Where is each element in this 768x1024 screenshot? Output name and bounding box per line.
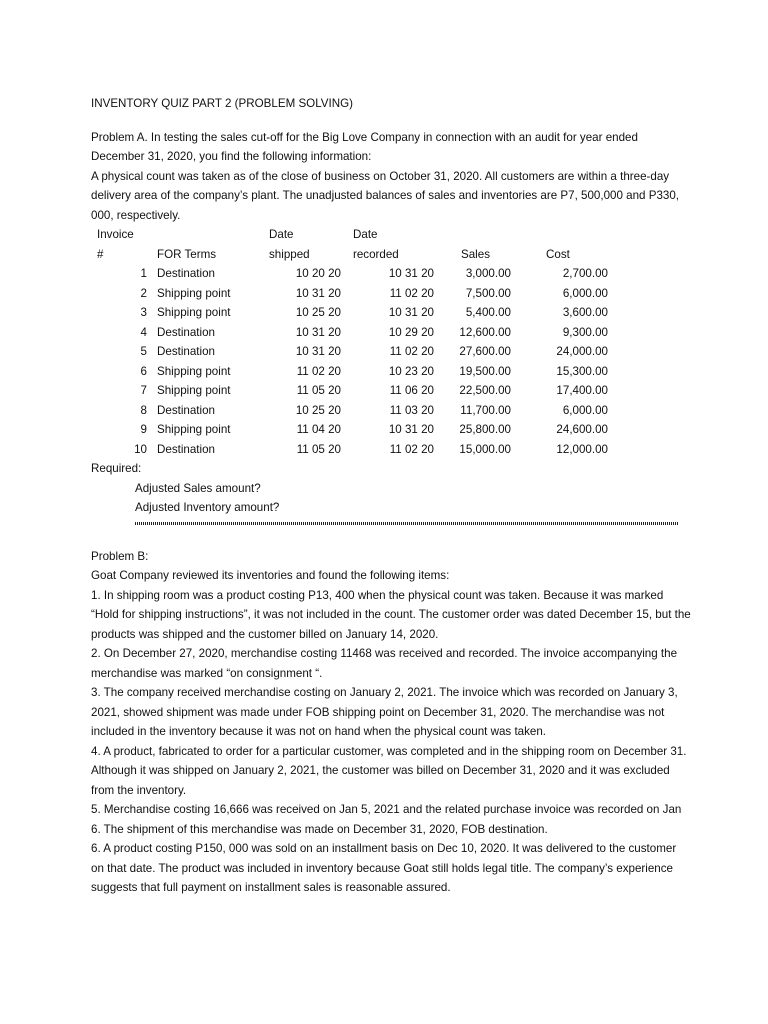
date-shipped: 11 02 20 (296, 364, 341, 378)
cost-amount: 2,700.00 (562, 267, 608, 280)
for-terms: Shipping point (157, 306, 231, 319)
cost-amount: 15,300.00 (556, 364, 608, 378)
date-recorded: 10 23 20 (388, 364, 434, 378)
date-recorded: 10 31 20 (388, 267, 434, 280)
sales-amount: 19,500.00 (459, 364, 511, 378)
table-row (91, 420, 691, 440)
header-invoice: Invoice (97, 228, 134, 241)
date-recorded: 10 31 20 (388, 423, 434, 436)
document-page (91, 94, 691, 898)
for-terms: Destination (157, 442, 216, 456)
question-inventory: Adjusted Inventory amount? (135, 501, 280, 514)
for-terms: Shipping point (157, 384, 231, 397)
problem-b-heading: Problem B: (91, 549, 149, 563)
date-shipped: 11 05 20 (296, 384, 341, 397)
invoice-number: 8 (140, 403, 147, 417)
date-recorded: 11 02 20 (389, 286, 434, 300)
date-shipped: 10 31 20 (295, 325, 341, 339)
sales-amount: 25,800.00 (459, 423, 511, 436)
problem-b-item: 6. A product costing P150, 000 was sold on an installment basis on Dec 10, 2020. It was delivered to the customer on that date. The product was included in inventory because Goat still holds legal title. The company’s experience suggests that full payment on installment sales is reasonable assured. (91, 842, 677, 894)
header-date-recorded-1: Date (353, 228, 378, 241)
header-for-terms: FOR Terms (157, 247, 217, 261)
invoice-number: 6 (140, 364, 147, 378)
table-row (91, 362, 691, 382)
invoice-table (91, 264, 691, 459)
for-terms: Destination (157, 345, 216, 358)
table-row (91, 342, 691, 362)
dotted-divider (135, 522, 679, 525)
required-label: Required: (91, 462, 142, 475)
problem-a-context: A physical count was taken as of the close of business on October 31, 2020. All customers are within a three-day delivery area of the company’s plant. The unadjusted balances of sales and inventories are P7, 500,000 and P330, 000, respectively. (91, 169, 680, 222)
table-row (91, 284, 691, 304)
cost-amount: 12,000.00 (556, 442, 608, 456)
date-shipped: 10 25 20 (295, 403, 341, 417)
sales-amount: 27,600.00 (459, 345, 511, 358)
invoice-number: 4 (140, 325, 147, 339)
for-terms: Shipping point (157, 423, 231, 436)
table-row (91, 264, 691, 284)
sales-amount: 12,600.00 (459, 325, 511, 339)
date-shipped: 11 05 20 (296, 442, 341, 456)
header-date-shipped-2: shipped (269, 247, 310, 261)
problem-b-item: 1. In shipping room was a product costing P13, 400 when the physical count was taken. Because it was marked “Hold for shipping instructions”, it was not included in the count. The customer order was dated December 15, but the products was shipped and the customer billed on January 14, 2020. (91, 588, 691, 641)
for-terms: Shipping point (157, 286, 231, 300)
sales-amount: 11,700.00 (460, 403, 511, 417)
date-recorded: 10 31 20 (388, 306, 434, 319)
sales-amount: 3,000.00 (465, 267, 511, 280)
header-hash: # (97, 247, 104, 261)
header-date-shipped-1: Date (269, 228, 294, 241)
problem-a-intro: Problem A. In testing the sales cut-off for the Big Love Company in connection with an audit for year ended December 31, 2020, you find the following information: (91, 130, 638, 163)
invoice-number: 2 (140, 286, 147, 300)
table-row (91, 381, 691, 401)
table-row (91, 323, 691, 343)
table-row (91, 440, 691, 460)
date-recorded: 11 03 20 (389, 403, 434, 417)
date-recorded: 11 02 20 (389, 345, 434, 358)
for-terms: Shipping point (157, 364, 231, 378)
problem-b-item: 2. On December 27, 2020, merchandise costing 11468 was received and recorded. The invoice accompanying the merchandise was marked “on consignment “. (91, 647, 678, 680)
date-shipped: 10 31 20 (295, 345, 341, 358)
invoice-number: 5 (140, 345, 147, 358)
date-shipped: 10 20 20 (295, 267, 341, 280)
problem-b (91, 547, 691, 898)
problem-b-intro: Goat Company reviewed its inventories and found the following items: (91, 569, 450, 582)
invoice-number: 10 (134, 442, 147, 456)
cost-amount: 17,400.00 (556, 384, 608, 397)
invoice-number: 7 (140, 384, 147, 397)
invoice-number: 1 (140, 267, 147, 280)
cost-amount: 9,300.00 (562, 325, 608, 339)
question-sales: Adjusted Sales amount? (135, 481, 261, 495)
invoice-number: 3 (140, 306, 147, 319)
problem-b-item: 4. A product, fabricated to order for a particular customer, was completed and in the shipping room on December 31. Although it was shipped on January 2, 2021, the customer was billed on December 31, 2020 and it was excluded from the inventory. (91, 744, 687, 797)
date-recorded: 10 29 20 (388, 325, 434, 339)
table-header (91, 225, 691, 264)
date-shipped: 10 31 20 (295, 286, 341, 300)
for-terms: Destination (157, 325, 216, 339)
header-cost: Cost (546, 247, 570, 261)
cost-amount: 3,600.00 (562, 306, 608, 319)
header-sales: Sales (461, 247, 491, 261)
date-recorded: 11 06 20 (389, 384, 434, 397)
sales-amount: 7,500.00 (465, 286, 511, 300)
cost-amount: 24,600.00 (556, 423, 608, 436)
cost-amount: 6,000.00 (562, 403, 608, 417)
document-title: INVENTORY QUIZ PART 2 (PROBLEM SOLVING) (91, 97, 353, 110)
table-row (91, 303, 691, 323)
sales-amount: 5,400.00 (465, 306, 511, 319)
date-shipped: 10 25 20 (295, 306, 341, 319)
header-date-recorded-2: recorded (353, 247, 399, 261)
problem-b-item: 3. The company received merchandise costing on January 2, 2021. The invoice which was recorded on January 3, 2021, showed shipment was made under FOB shipping point on December 31, 2020. The merchandise was not included in the inventory because it was not on hand when the physical count was taken. (91, 686, 678, 738)
for-terms: Destination (157, 403, 216, 417)
date-shipped: 11 04 20 (296, 423, 341, 436)
invoice-number: 9 (140, 423, 147, 436)
cost-amount: 6,000.00 (562, 286, 608, 300)
sales-amount: 22,500.00 (459, 384, 511, 397)
sales-amount: 15,000.00 (459, 442, 511, 456)
problem-b-item: 5. Merchandise costing 16,666 was received on Jan 5, 2021 and the related purchase invoice was recorded on Jan 6. The shipment of this merchandise was made on December 31, 2020, FOB destination. (91, 803, 682, 836)
table-row (91, 401, 691, 421)
date-recorded: 11 02 20 (389, 442, 434, 456)
cost-amount: 24,000.00 (556, 345, 608, 358)
for-terms: Destination (157, 267, 216, 280)
